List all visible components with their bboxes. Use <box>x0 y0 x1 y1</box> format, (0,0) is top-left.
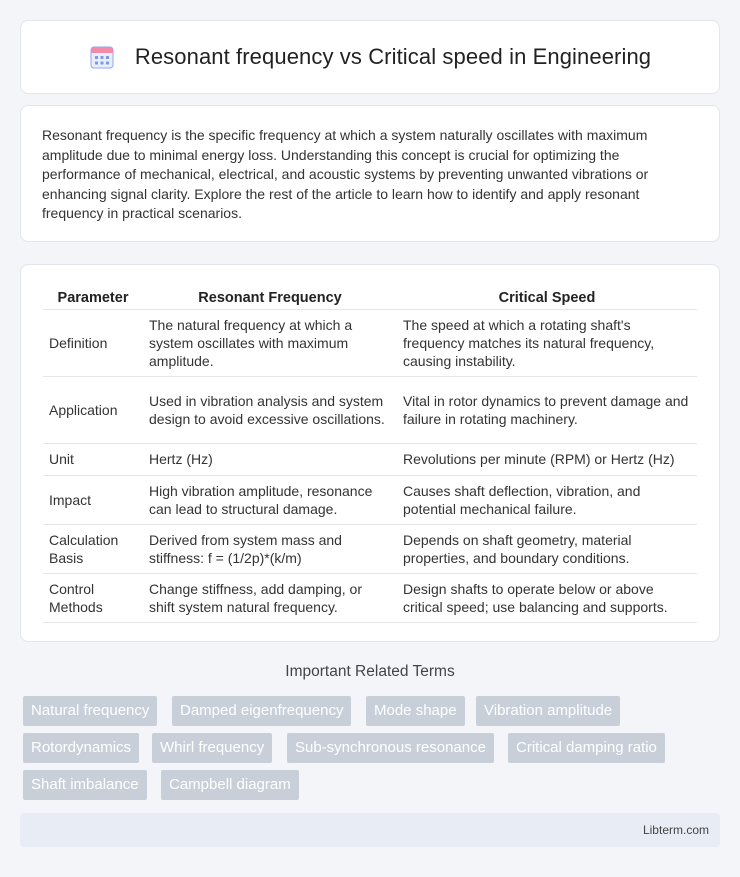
header-critical-speed: Critical Speed <box>397 285 697 309</box>
row-resonant-value: Used in vibration analysis and system design to avoid excessive oscillations. <box>143 376 397 443</box>
header-resonant-frequency: Resonant Frequency <box>143 285 397 309</box>
tag-shaft-imbalance[interactable]: Shaft imbalance <box>23 770 147 800</box>
tag-damped-eigenfrequency[interactable]: Damped eigenfrequency <box>172 696 351 726</box>
tag-whirl-frequency[interactable]: Whirl frequency <box>152 733 272 763</box>
row-parameter: Application <box>43 376 143 443</box>
footer <box>20 813 720 847</box>
tag-mode-shape[interactable]: Mode shape <box>366 696 465 726</box>
page-title: Resonant frequency vs Critical speed in Engineering <box>134 44 652 69</box>
intro-card <box>20 105 720 242</box>
tag-vibration-amplitude[interactable]: Vibration amplitude <box>476 696 620 726</box>
table-row <box>43 475 697 524</box>
intro-paragraph: Resonant frequency is the specific frequency at which a system naturally oscillates with maximum amplitude due to minimal energy loss. Understanding this concept is crucial for optimizing the performance of mechanical, electrical, and acoustic systems by preventing unwanted vibrations or enhancing signal clarity. Explore the rest of the article to learn how to identify and apply resonant frequency in practical scenarios. <box>42 127 649 222</box>
table-row <box>43 443 697 475</box>
row-critical-value: Revolutions per minute (RPM) or Hertz (Hz) <box>397 443 697 475</box>
header-parameter: Parameter <box>43 285 143 309</box>
row-critical-value: The speed at which a rotating shaft's frequency matches its natural frequency, causing instability. <box>397 309 697 376</box>
related-terms-title: Important Related Terms <box>285 663 455 680</box>
row-parameter: Unit <box>43 443 143 475</box>
row-resonant-value: The natural frequency at which a system oscillates with maximum amplitude. <box>143 309 397 376</box>
row-resonant-value: Derived from system mass and stiffness: f = (1/2p)*(k/m) <box>143 524 397 573</box>
row-critical-value: Design shafts to operate below or above critical speed; use balancing and supports. <box>397 573 697 622</box>
tag-campbell-diagram[interactable]: Campbell diagram <box>161 770 299 800</box>
row-resonant-value: High vibration amplitude, resonance can lead to structural damage. <box>143 475 397 524</box>
row-parameter: Control Methods <box>43 573 143 622</box>
row-critical-value: Vital in rotor dynamics to prevent damage and failure in rotating machinery. <box>397 376 697 443</box>
tag-critical-damping-ratio[interactable]: Critical damping ratio <box>508 733 665 763</box>
tag-natural-frequency[interactable]: Natural frequency <box>23 696 157 726</box>
calendar-icon <box>89 44 115 70</box>
footer-site-link[interactable]: Libterm.com <box>642 823 709 837</box>
row-resonant-value: Hertz (Hz) <box>143 443 397 475</box>
tag-rotordynamics[interactable]: Rotordynamics <box>23 733 139 763</box>
row-critical-value: Depends on shaft geometry, material properties, and boundary conditions. <box>397 524 697 573</box>
table-row <box>43 573 697 622</box>
row-parameter: Impact <box>43 475 143 524</box>
table-header-row <box>43 285 697 309</box>
row-resonant-value: Change stiffness, add damping, or shift system natural frequency. <box>143 573 397 622</box>
table-row <box>43 309 697 376</box>
title-card <box>20 20 720 94</box>
tag-sub-synchronous-resonance[interactable]: Sub-synchronous resonance <box>287 733 494 763</box>
row-parameter: Definition <box>43 309 143 376</box>
row-parameter: Calculation Basis <box>43 524 143 573</box>
comparison-card <box>20 264 720 642</box>
comparison-table <box>43 285 697 623</box>
row-critical-value: Causes shaft deflection, vibration, and potential mechanical failure. <box>397 475 697 524</box>
table-row <box>43 524 697 573</box>
table-row <box>43 376 697 443</box>
